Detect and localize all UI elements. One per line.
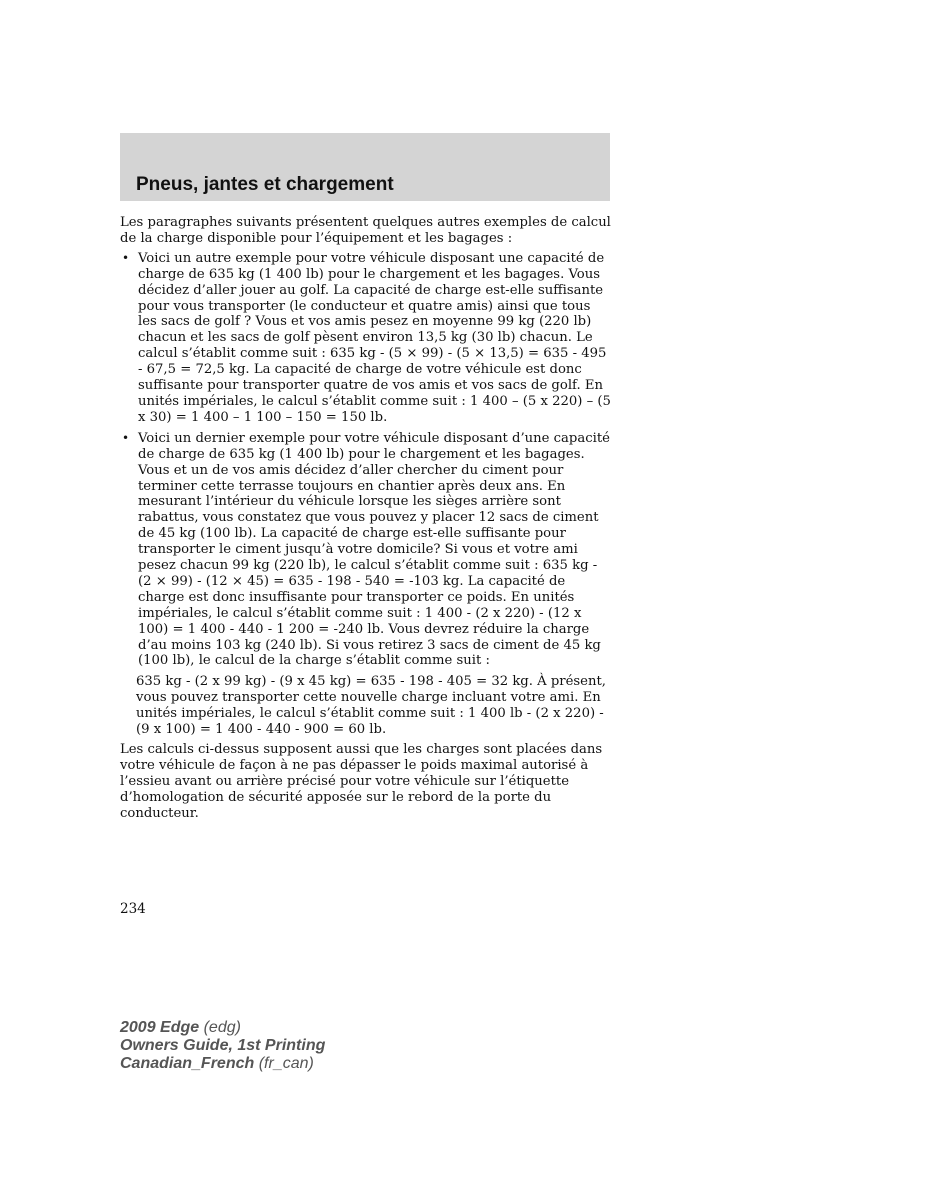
- list-item: [120, 431, 612, 670]
- footer-line-edition: Owners Guide, 1st Printing: [120, 1037, 326, 1054]
- document-footer: [120, 1019, 325, 1073]
- footer-line-model: 2009 Edge (edg): [120, 1019, 241, 1036]
- intro-paragraph: Les paragraphes suivants présentent quelques autres exemples de calcul de la charge disponible pour l’équipement et les bagages :: [120, 215, 611, 246]
- bullet-icon: •: [122, 430, 130, 445]
- example-list: [120, 251, 612, 670]
- document-body: [120, 215, 612, 826]
- list-item-text: Voici un dernier exemple pour votre véhicule disposant d’une capacité de charge de 635 kg (1 400 lb) pour le chargement et les bagages. Vous et un de vos amis décidez d’aller chercher du ciment pour terminer cette terrasse toujours en chantier après deux ans. En mesurant l’intérieur du véhicule lorsque les sièges arrière sont rabattus, vous constatez que vous pouvez y placer 12 sacs de ciment de 45 kg (100 lb). La capacité de charge est-elle suffisante pour transporter le ciment jusqu’à votre domicile? Si vous et votre ami pesez chacun 99 kg (220 lb), le calcul s’établit comme suit : 635 kg - (2 × 99) - (12 × 45) = 635 - 198 - 540 = -103 kg. La capacité de charge est donc insuffisante pour transporter ce poids. En unités impériales, le calcul s’établit comme suit : 1 400 - (2 x 220) - (12 x 100) = 1 400 - 440 - 1 200 = -240 lb. Vous devrez réduire la charge d’au moins 103 kg (240 lb). Si vous retirez 3 sacs de ciment de 45 kg (100 lb), le calcul de la charge s’établit comme suit :: [138, 430, 610, 669]
- footer-line-language: Canadian_French (fr_can): [120, 1055, 314, 1072]
- page-number: 234: [120, 901, 146, 917]
- list-item-text: Voici un autre exemple pour votre véhicule disposant une capacité de charge de 635 kg (1 400 lb) pour le chargement et les bagages. Vous décidez d’aller jouer au golf. La capacité de charge est-elle suffisante pour vous transporter (le conducteur et quatre amis) ainsi que tous les sacs de golf ? Vous et vos amis pesez en moyenne 99 kg (220 lb) chacun et les sacs de golf pèsent environ 13,5 kg (30 lb) chacun. Le calcul s’établit comme suit : 635 kg - (5 × 99) - (5 × 13,5) = 635 - 495 - 67,5 = 72,5 kg. La capacité de charge de votre véhicule est donc suffisante pour transporter quatre de vos amis et vos sacs de golf. En unités impériales, le calcul s’établit comme suit : 1 400 – (5 x 220) – (5 x 30) = 1 400 – 1 100 – 150 = 150 lb.: [138, 250, 611, 425]
- section-title: Pneus, jantes et chargement: [136, 174, 394, 195]
- calculation-paragraph: 635 kg - (2 x 99 kg) - (9 x 45 kg) = 635 - 198 - 405 = 32 kg. À présent, vous pouvez transporter cette nouvelle charge incluant votre ami. En unités impériales, le calcul s’établit comme suit : 1 400 lb - (2 x 220) - (9 x 100) = 1 400 - 440 - 900 = 60 lb.: [136, 674, 606, 738]
- bullet-icon: •: [122, 250, 130, 265]
- list-item: [120, 251, 612, 426]
- closing-paragraph: Les calculs ci-dessus supposent aussi que les charges sont placées dans votre véhicule de façon à ne pas dépasser le poids maximal autorisé à l’essieu avant ou arrière précisé pour votre véhicule sur l’étiquette d’homologation de sécurité apposée sur le rebord de la porte du conducteur.: [120, 742, 603, 821]
